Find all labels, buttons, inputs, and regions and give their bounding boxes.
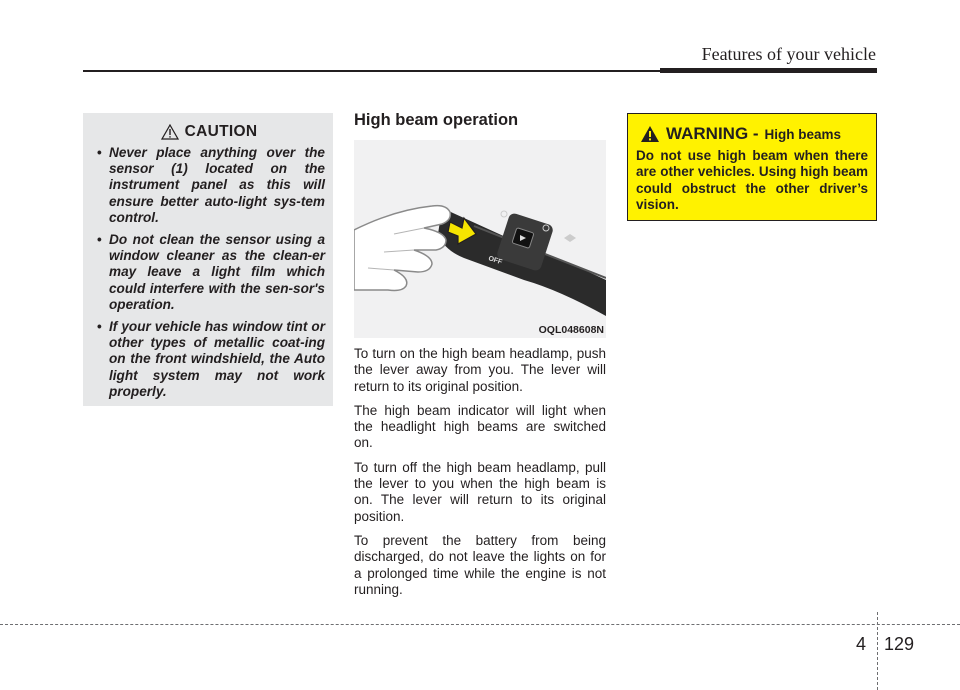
figure-code: OQL048608N: [538, 324, 604, 336]
warning-body: Do not use high beam when there are other vehicles. Using high beam could obstruct the other driver’s vision.: [636, 148, 868, 212]
body-paragraph: The high beam indicator will light when the headlight high beams are switched on.: [354, 402, 606, 451]
warning-triangle-icon: [640, 125, 660, 143]
caution-item: • Do not clean the sensor using a window cleaner as the clean-er may leave a light film which could interfere with the sen-sor's operation.: [97, 232, 325, 312]
body-text: [354, 346, 606, 606]
caution-header: [93, 123, 325, 141]
body-paragraph: To prevent the battery from being discharged, do not leave the lights on for a prolonged time while the engine is not running.: [354, 532, 606, 597]
lever-off-label: OFF: [487, 255, 503, 267]
page-number: 129: [884, 634, 915, 654]
hand-lever-figure: [354, 140, 606, 338]
section-heading: High beam operation: [354, 111, 519, 129]
lever-illustration: [354, 140, 606, 338]
caution-list: [93, 145, 325, 400]
caution-item: • If your vehicle has window tint or other types of metallic coat-ing on the front windshield, the Auto light system may not work properly.: [97, 319, 325, 399]
body-paragraph: To turn off the high beam headlamp, pull the lever to you when the high beam is on. The lever will return to its original position.: [354, 459, 606, 524]
chapter-number: 4: [856, 634, 867, 654]
caution-item: • Never place anything over the sensor (1) located on the instrument panel as this will ensure better auto-light sys-tem control.: [97, 145, 325, 225]
header-section-title: Features of your vehicle: [701, 44, 876, 64]
header-rule-accent: [660, 68, 877, 73]
body-paragraph: To turn on the high beam headlamp, push the lever away from you. The lever will return to its original position.: [354, 346, 606, 394]
footer-rule: [0, 624, 960, 625]
caution-title: CAUTION: [184, 123, 258, 140]
warning-title: WARNING -: [666, 124, 759, 143]
warning-header: [640, 124, 868, 144]
warning-box: [627, 113, 877, 221]
caution-triangle-icon: [161, 124, 179, 140]
footer-divider: [877, 612, 878, 690]
caution-box: [83, 113, 333, 406]
warning-subtitle: High beams: [764, 126, 842, 142]
